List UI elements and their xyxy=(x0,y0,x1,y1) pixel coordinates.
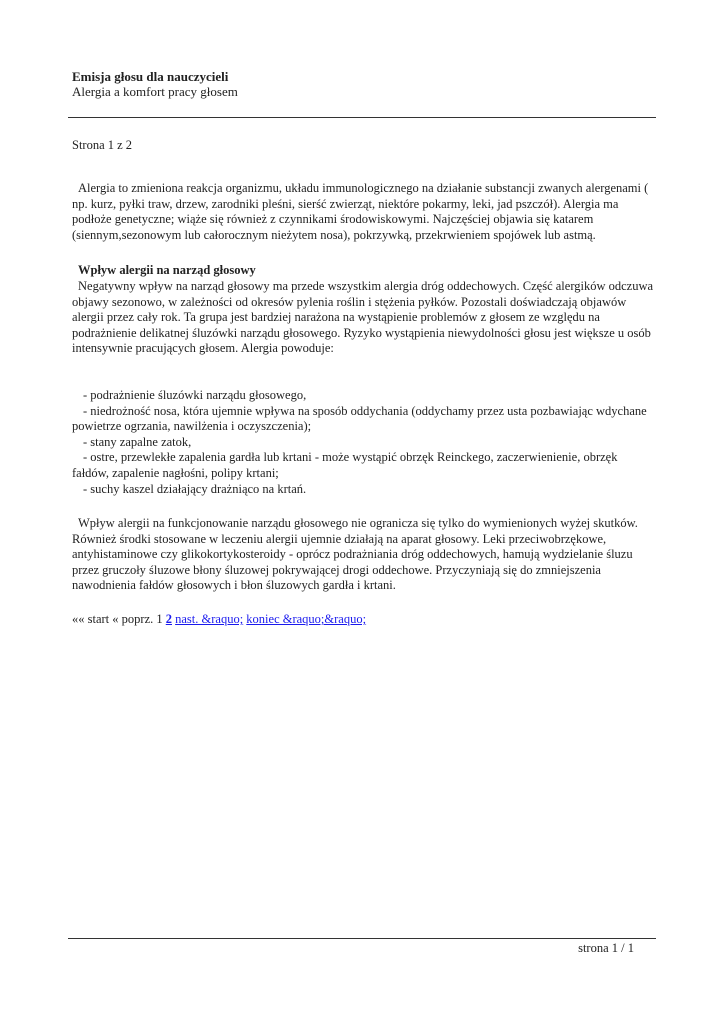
list-item: - stany zapalne zatok, xyxy=(83,434,192,449)
closing-paragraph: Wpływ alergii na funkcjonowanie narządu głosowego nie ogranicza się tylko do wymienionych wyżej skutków. Również środki stosowane w leczeniu alergii ujemnie działają na aparat głosowy. Leki przeciwobrzękowe, antyhistaminowe czy glikokortykosteroidy - oprócz podrażniania dróg oddechowych, hamują wydzielanie śluzu przez gruczoły śluzowe błony śluzowej pokrywającej drogi oddechowe. Przyczyniają się do zmniejszenia nawodnienia fałdów głosowych i błon śluzowych gardła i krtani. xyxy=(72,516,638,593)
document-header xyxy=(72,69,656,99)
list-item: - suchy kaszel działający drażniąco na krtań. xyxy=(83,481,307,496)
footer-divider xyxy=(68,938,656,939)
pager-start: «« start xyxy=(72,612,110,627)
section-heading: Wpływ alergii na narząd głosowy xyxy=(78,263,256,278)
pager-prev: « poprz. xyxy=(112,612,154,627)
list-item: - podrażnienie śluzówki narządu głosowego, xyxy=(83,387,307,402)
list-item: - niedrożność nosa, która ujemnie wpływa na sposób oddychania (oddychamy przez usta pozbawiając wdychane powietrze ogrzania, nawilżenia i oczyszczenia); xyxy=(72,403,647,434)
section-paragraph: Negatywny wpływ na narząd głosowy ma przede wszystkim alergia dróg oddechowych. Część alergików odczuwa objawy sezonowo, w zależności od okresów pylenia roślin i stężenia pyłków. Pozostali doświadczają objawów alergii przez cały rok. Ta grupa jest bardziej narażona na wystąpienie problemów z głosem ze względu na podrażnienie delikatnej śluzówki narządu głosowego. Ryzyko wystąpienia niewydolności głosu jest większe u osób intensywnie pracujących głosem. Alergia powoduje: xyxy=(72,278,654,356)
intro-paragraph: Alergia to zmieniona reakcja organizmu, układu immunologicznego na działanie substancji zwanych alergenami ( np. kurz, pyłki traw, drzew, zarodniki pleśni, sierść zwierząt, niektóre pokarmy, leki, jad pszczół). Alergia ma podłoże genetyczne; wiąże się również z czynnikami środowiskowymi. Najczęściej objawia się katarem (siennym,sezonowym lub całorocznym nieżytem nosa), pokrzywką, przekrwieniem spojówek lub astmą. xyxy=(72,181,649,242)
pager-next-link[interactable]: nast. &raquo; xyxy=(175,612,244,627)
pager-page-1: 1 xyxy=(156,612,163,627)
list-item: - ostre, przewlekłe zapalenia gardła lub krtani - może wystąpić obrzęk Reinckego, zaczerwienienie, obrzęk fałdów, zapalenie nagłośni, polipy krtani; xyxy=(72,450,618,480)
pagination xyxy=(72,612,656,628)
header-divider xyxy=(68,117,656,118)
document-title: Emisja głosu dla nauczycieli xyxy=(72,69,229,84)
document-subtitle: Alergia a komfort pracy głosem xyxy=(72,84,238,99)
pager-end-link[interactable]: koniec &raquo;&raquo; xyxy=(246,612,367,627)
page-indicator: Strona 1 z 2 xyxy=(72,138,133,152)
pager-page-2-link[interactable]: 2 xyxy=(165,612,172,627)
article-body xyxy=(72,181,656,628)
footer-page-label: strona 1 / 1 xyxy=(578,941,634,955)
effects-list xyxy=(72,388,656,497)
